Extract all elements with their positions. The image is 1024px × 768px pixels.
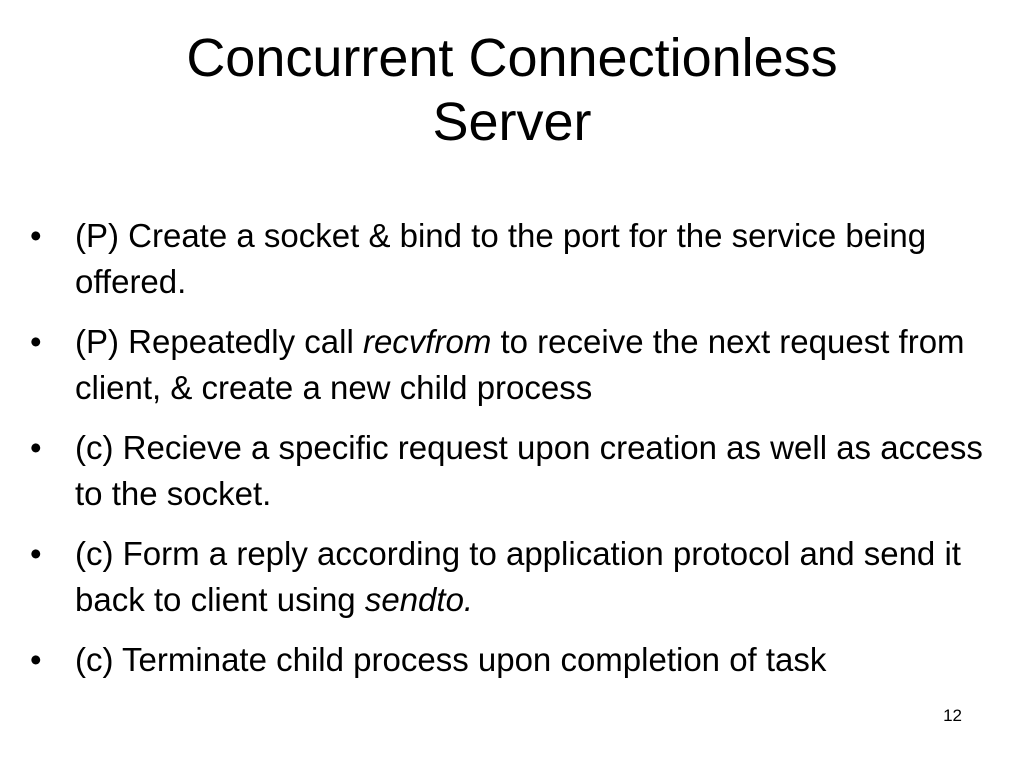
bullet-item-terminate bbox=[30, 637, 1005, 683]
bullet-text-continued: to receive the next request from client, & create a new child process bbox=[75, 323, 965, 406]
bullet-dot-icon: • bbox=[30, 641, 42, 678]
bullet-dot-icon: • bbox=[30, 429, 42, 466]
slide-title bbox=[60, 26, 964, 154]
bullet-text: (c) Terminate child process upon completion of task bbox=[75, 641, 827, 678]
bullet-item-form-reply bbox=[30, 531, 1005, 623]
bullet-list bbox=[30, 213, 1005, 697]
bullet-dot-icon: • bbox=[30, 217, 42, 254]
bullet-item-receive-request bbox=[30, 425, 1005, 517]
bullet-text: (P) Create a socket & bind to the port for the service being offered. bbox=[75, 217, 927, 300]
title-line-1: Concurrent Connectionless bbox=[186, 28, 838, 88]
function-name-sendto: sendto. bbox=[364, 581, 474, 618]
bullet-dot-icon: • bbox=[30, 323, 42, 360]
bullet-text: (c) Form a reply according to application protocol and send it back to client using bbox=[75, 535, 961, 618]
bullet-text: (P) Repeatedly call bbox=[75, 323, 363, 360]
bullet-dot-icon: • bbox=[30, 535, 42, 572]
bullet-item-create-socket bbox=[30, 213, 1005, 305]
title-line-2: Server bbox=[432, 92, 592, 152]
bullet-text: (c) Recieve a specific request upon creation as well as access to the socket. bbox=[75, 429, 983, 512]
page-number: 12 bbox=[943, 706, 962, 725]
bullet-item-recvfrom bbox=[30, 319, 1005, 411]
function-name-recvfrom: recvfrom bbox=[362, 323, 492, 360]
